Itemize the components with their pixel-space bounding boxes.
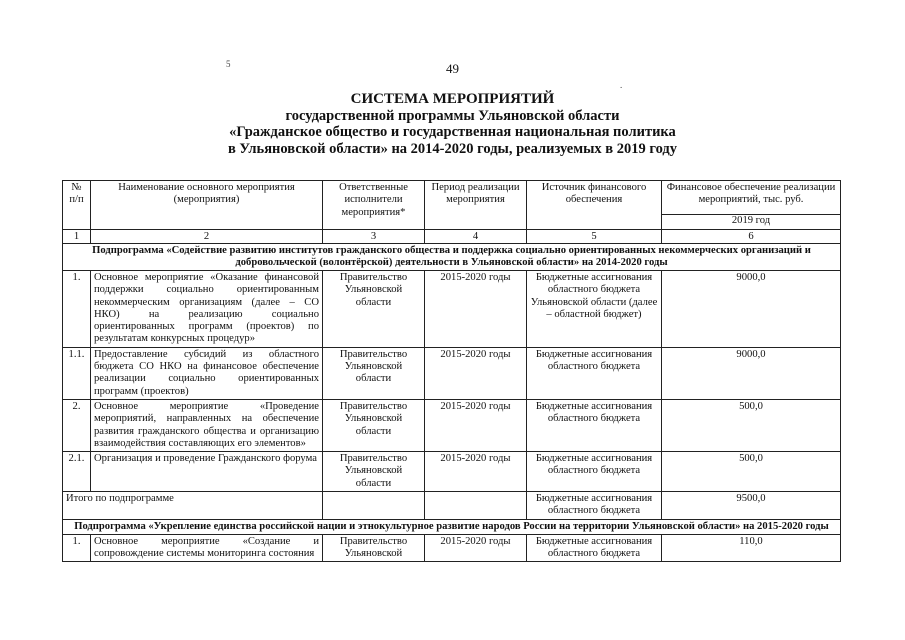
total-source: Бюджетные ассигнования областного бюджета: [527, 492, 662, 520]
row-amount: 9000,0: [662, 347, 841, 399]
row-name: Предоставление субсидий из областного бюджета СО НКО на финансовое обеспечение реализации социально ориентированных программ (проектов): [91, 347, 323, 399]
table-header-row: [63, 181, 841, 215]
row-name: Основное мероприятие «Оказание финансовой поддержки социально ориентированным некоммерческим организациям (далее – СО НКО) на реализацию социально ориентированных программ (проектов) по результатам конкурсных процедур»: [91, 271, 323, 348]
total-empty-cell: [425, 492, 527, 520]
document-title: [60, 91, 845, 157]
subtitle-line: в Ульяновской области» на 2014-2020 годы, реализуемых в 2019 году: [227, 140, 678, 157]
stray-mark: .: [620, 80, 623, 90]
row-source: Бюджетные ассигнования областного бюджета: [527, 452, 662, 492]
row-responsible: Правительство Ульяновской: [323, 534, 425, 562]
row-responsible: Правительство Ульяновской области: [323, 399, 425, 451]
header-responsible: Ответственные исполнители мероприятия*: [323, 181, 425, 230]
column-number: 2: [91, 230, 323, 244]
table-row: [63, 534, 841, 562]
row-amount: 500,0: [662, 452, 841, 492]
row-num: 1.: [63, 271, 91, 348]
table-row: [63, 452, 841, 492]
row-source: Бюджетные ассигнования областного бюджета Ульяновской области (далее – областной бюджет): [527, 271, 662, 348]
row-num: 1.: [63, 534, 91, 562]
page-number: 49: [446, 61, 459, 76]
row-period: 2015-2020 годы: [425, 271, 527, 348]
row-amount: 500,0: [662, 399, 841, 451]
column-number: 3: [323, 230, 425, 244]
total-label: Итого по подпрограмме: [63, 492, 323, 520]
row-num: 2.: [63, 399, 91, 451]
title-line: СИСТЕМА МЕРОПРИЯТИЙ: [350, 91, 555, 107]
column-number: 5: [527, 230, 662, 244]
row-amount: 9000,0: [662, 271, 841, 348]
header-source: Источник финансового обеспечения: [527, 181, 662, 230]
row-name: Основное мероприятие «Создание и сопровождение системы мониторинга состояния: [91, 534, 323, 562]
subprogram-row: [63, 519, 841, 534]
table-row: [63, 271, 841, 348]
row-period: 2015-2020 годы: [425, 534, 527, 562]
row-responsible: Правительство Ульяновской области: [323, 452, 425, 492]
row-responsible: Правительство Ульяновской области: [323, 347, 425, 399]
total-row: [63, 492, 841, 520]
row-name: Основное мероприятие «Проведение мероприятий, направленных на обеспечение развития гражданского общества и организацию взаимодействия составляющих его элементов»: [91, 399, 323, 451]
subtitle-line: государственной программы Ульяновской области: [285, 107, 620, 124]
stray-mark: 5: [226, 59, 231, 69]
row-num: 1.1.: [63, 347, 91, 399]
row-responsible: Правительство Ульяновской области: [323, 271, 425, 348]
row-period: 2015-2020 годы: [425, 399, 527, 451]
row-source: Бюджетные ассигнования областного бюджета: [527, 534, 662, 562]
total-empty-cell: [323, 492, 425, 520]
column-number: 6: [662, 230, 841, 244]
total-amount: 9500,0: [662, 492, 841, 520]
header-finance: Финансовое обеспечение реализации мероприятий, тыс. руб.: [662, 181, 841, 215]
measures-table: [62, 180, 841, 562]
row-source: Бюджетные ассигнования областного бюджета: [527, 399, 662, 451]
row-period: 2015-2020 годы: [425, 347, 527, 399]
header-finance-year: 2019 год: [662, 215, 841, 230]
row-num: 2.1.: [63, 452, 91, 492]
row-amount: 110,0: [662, 534, 841, 562]
column-number-row: [63, 230, 841, 244]
header-num: № п/п: [63, 181, 91, 230]
table-row: [63, 347, 841, 399]
row-source: Бюджетные ассигнования областного бюджета: [527, 347, 662, 399]
column-number: 1: [63, 230, 91, 244]
subprogram-title: Подпрограмма «Укрепление единства российской нации и этнокультурное развитие народов России на территории Ульяновской области» на 2015-2020 годы: [63, 519, 841, 534]
header-name: Наименование основного мероприятия (мероприятия): [91, 181, 323, 230]
table-row: [63, 399, 841, 451]
subprogram-title: Подпрограмма «Содействие развитию институтов гражданского общества и поддержка социально ориентированных некоммерческих организаций и добровольческой (волонтёрской) деятельности в Ульяновской области» на 2014-2020 годы: [63, 244, 841, 271]
subprogram-row: [63, 244, 841, 271]
subtitle-line: «Гражданское общество и государственная национальная политика: [229, 124, 676, 140]
row-period: 2015-2020 годы: [425, 452, 527, 492]
header-period: Период реализации мероприятия: [425, 181, 527, 230]
row-name: Организация и проведение Гражданского форума: [91, 452, 323, 492]
column-number: 4: [425, 230, 527, 244]
